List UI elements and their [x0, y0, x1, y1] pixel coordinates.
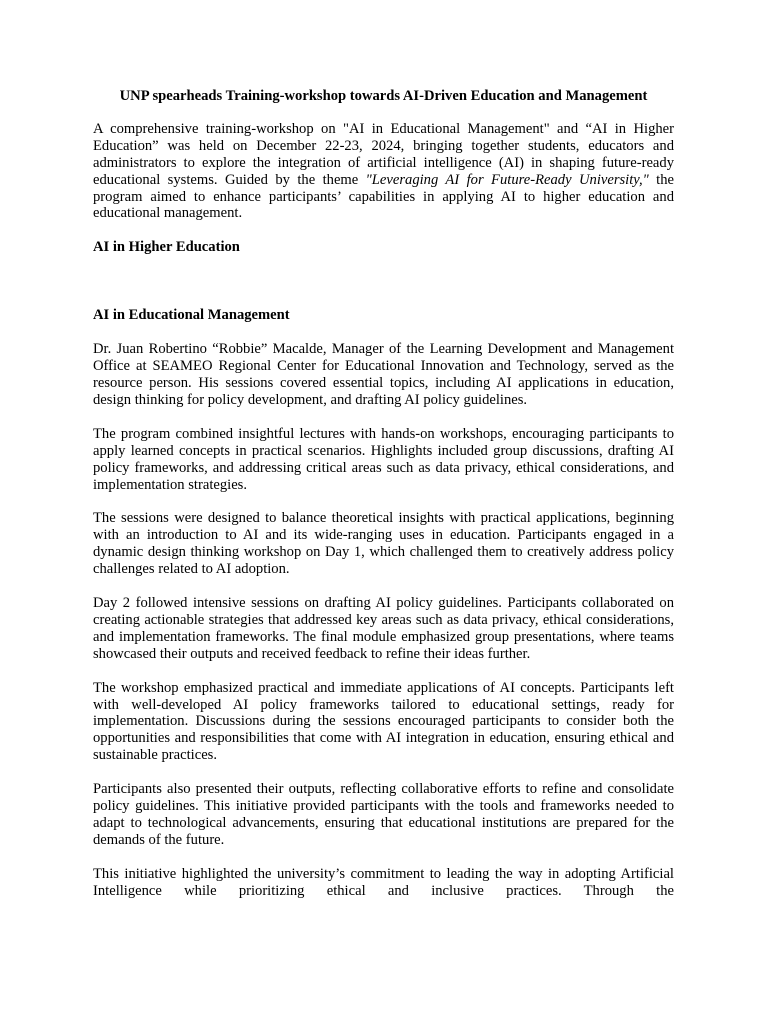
intro-paragraph	[93, 121, 674, 222]
body-paragraph-outputs: Participants also presented their outputs, reflecting collaborative efforts to refine and consolidate policy guidelines. This initiative provided participants with the tools and frameworks needed to adapt to technological advancements, ensuring that educational institutions are prepared for the demands of the future.	[93, 781, 674, 848]
article-title: UNP spearheads Training-workshop towards AI-Driven Education and Management	[119, 88, 648, 104]
body-paragraph-workshop: The workshop emphasized practical and immediate applications of AI concepts. Participants left with well-developed AI policy frameworks tailored to educational settings, ready for implementation. Discussions during the sessions encouraged participants to consider both the opportunities and responsibilities that come with AI integration in education, ensuring ethical and sustainable practices.	[93, 679, 674, 764]
intro-text-start: A comprehensive training-workshop on "AI in Educational Management" and “AI in Higher Education” was held on December 22-23, 2024, bringing together students, educators and administrators to explore the integration of artificial intelligence (AI) in shaping future-ready educational systems. Guided by the theme	[93, 120, 674, 188]
section-heading-higher-education: AI in Higher Education	[93, 239, 240, 256]
section-heading-educational-management: AI in Educational Management	[93, 307, 290, 324]
body-paragraph-resource-person: Dr. Juan Robertino “Robbie” Macalde, Manager of the Learning Development and Management Office at SEAMEO Regional Center for Educational Innovation and Technology, served as the resource person. His sessions covered essential topics, including AI applications in education, design thinking for policy development, and drafting AI policy guidelines.	[93, 341, 674, 408]
body-paragraph-day2: Day 2 followed intensive sessions on drafting AI policy guidelines. Participants collaborated on creating actionable strategies that addressed key areas such as data privacy, ethical considerations, and implementation frameworks. The final module emphasized group presentations, where teams showcased their outputs and received feedback to refine their ideas further.	[93, 595, 674, 662]
body-paragraph-sessions: The sessions were designed to balance theoretical insights with practical applications, beginning with an introduction to AI and its wide-ranging uses in education. Participants engaged in a dynamic design thinking workshop on Day 1, which challenged them to creatively address policy challenges related to AI adoption.	[93, 510, 674, 578]
body-paragraph-program: The program combined insightful lectures with hands-on workshops, encouraging participants to apply learned concepts in practical scenarios. Highlights included group discussions, drafting AI policy frameworks, and addressing critical areas such as data privacy, ethical considerations, and implementation strategies.	[93, 425, 674, 493]
document-page	[93, 88, 674, 900]
body-paragraph-initiative: This initiative highlighted the university’s commitment to leading the way in adopting Artificial Intelligence while prioritizing ethical and inclusive practices. Through the	[93, 865, 674, 899]
theme-quote: "Leveraging AI for Future-Ready University,"	[365, 171, 649, 188]
intro-text-end: the program aimed to enhance participants’ capabilities in applying AI to higher education and educational management.	[93, 171, 674, 222]
